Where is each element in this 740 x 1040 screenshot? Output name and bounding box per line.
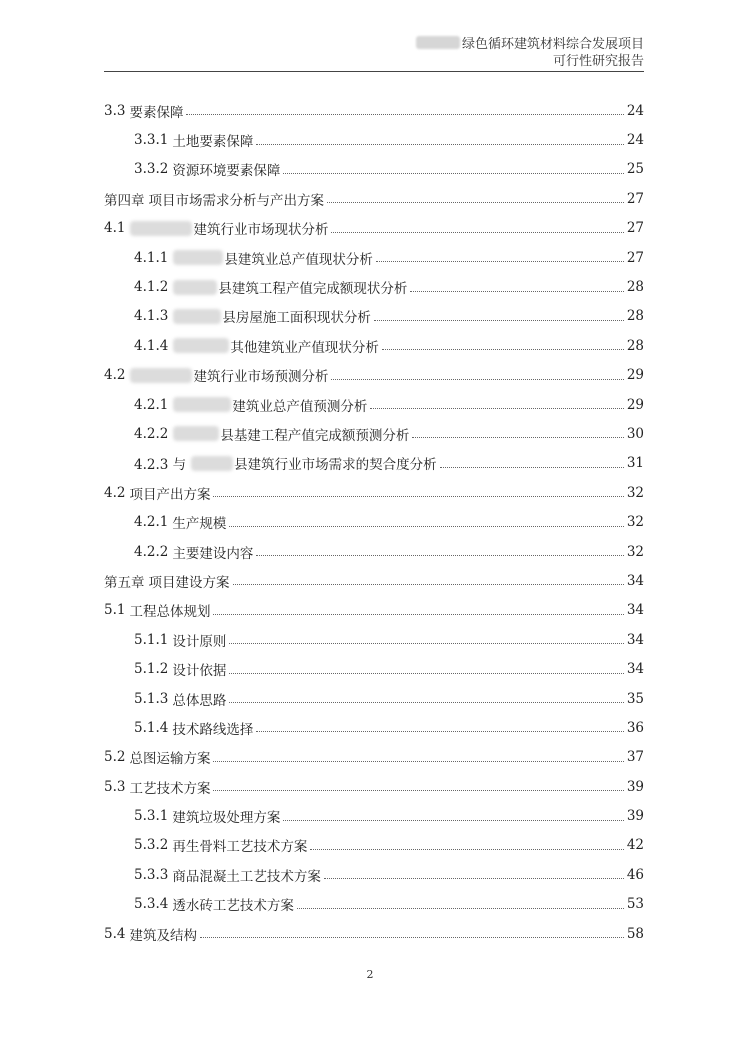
toc-entry-page: 53 xyxy=(626,896,644,913)
toc-entry[interactable] xyxy=(104,155,644,184)
dot-leader xyxy=(256,731,623,732)
toc-entry[interactable] xyxy=(104,302,644,331)
dot-leader xyxy=(382,349,624,350)
toc-entry-page: 28 xyxy=(626,279,644,296)
toc-entry-number: 5.1.1 xyxy=(134,631,169,648)
toc-entry[interactable] xyxy=(104,801,644,830)
dot-leader xyxy=(324,878,624,879)
toc-entry-page: 36 xyxy=(626,719,644,736)
toc-entry-title: 建筑及结构 xyxy=(129,927,197,944)
dot-leader xyxy=(331,232,623,233)
toc-entry-number: 4.2.3 与 xyxy=(134,457,187,474)
toc-entry-number: 5.1 xyxy=(104,602,126,619)
toc-entry-page: 31 xyxy=(626,455,644,472)
toc-entry-number: 4.2.1 xyxy=(134,396,169,413)
toc-entry[interactable] xyxy=(104,654,644,683)
toc-entry-page: 24 xyxy=(626,132,644,149)
toc-entry-page: 24 xyxy=(626,102,644,119)
toc-entry-number: 4.2.1 xyxy=(134,514,169,531)
toc-entry-title: 再生骨料工艺技术方案 xyxy=(172,839,308,856)
dot-leader xyxy=(374,320,624,321)
toc-entry-number: 4.1 xyxy=(104,220,126,237)
toc-entry-number: 5.3.4 xyxy=(134,896,169,913)
toc-entry[interactable] xyxy=(104,96,644,125)
toc-entry[interactable] xyxy=(104,684,644,713)
dot-leader xyxy=(283,173,623,174)
toc-entry-title: 项目市场需求分析与产出方案 xyxy=(148,192,324,209)
toc-entry-title: 项目产出方案 xyxy=(129,486,211,503)
toc-entry-page: 28 xyxy=(626,337,644,354)
toc-entry-number: 5.1.2 xyxy=(134,661,169,678)
toc-entry-page: 32 xyxy=(626,484,644,501)
toc-entry-title: 总图运输方案 xyxy=(129,751,211,768)
toc-entry[interactable] xyxy=(104,214,644,243)
toc-entry-title: 建筑业总产值预测分析 xyxy=(232,398,368,415)
toc-entry-number: 4.1.1 xyxy=(134,249,169,266)
toc-entry-title: 技术路线选择 xyxy=(172,721,254,738)
toc-entry-page: 34 xyxy=(626,572,644,589)
dot-leader xyxy=(213,761,623,762)
header-subtitle: 可行性研究报告 xyxy=(552,54,644,69)
toc-entry-page: 25 xyxy=(626,161,644,178)
redacted-text xyxy=(191,456,233,471)
dot-leader xyxy=(283,820,623,821)
toc-entry[interactable] xyxy=(104,184,644,213)
page-header xyxy=(104,36,644,70)
toc-entry[interactable] xyxy=(104,860,644,889)
toc-entry[interactable] xyxy=(104,419,644,448)
redacted-text xyxy=(130,368,192,383)
toc-entry-title: 工程总体规划 xyxy=(129,604,211,621)
toc-entry-page: 34 xyxy=(626,631,644,648)
dot-leader xyxy=(297,908,624,909)
toc-entry-title: 总体思路 xyxy=(172,692,227,709)
toc-entry-number: 4.1.4 xyxy=(134,337,169,354)
toc-entry[interactable] xyxy=(104,272,644,301)
toc-entry-number: 5.1.3 xyxy=(134,690,169,707)
dot-leader xyxy=(256,144,623,145)
toc-entry[interactable] xyxy=(104,566,644,595)
toc-entry-title: 要素保障 xyxy=(129,104,184,121)
toc-entry-number: 第五章 xyxy=(104,574,145,591)
dot-leader xyxy=(229,526,623,527)
toc-entry-title: 透水砖工艺技术方案 xyxy=(172,898,294,915)
toc-entry-number: 3.3.1 xyxy=(134,132,169,149)
toc-entry[interactable] xyxy=(104,919,644,948)
toc-entry-title: 土地要素保障 xyxy=(172,134,254,151)
toc-entry[interactable] xyxy=(104,537,644,566)
toc-entry-page: 32 xyxy=(626,543,644,560)
toc-entry-page: 39 xyxy=(626,778,644,795)
dot-leader xyxy=(213,614,623,615)
toc-entry-title: 工艺技术方案 xyxy=(129,780,211,797)
toc-entry-page: 28 xyxy=(626,308,644,325)
toc-entry-page: 34 xyxy=(626,661,644,678)
toc-entry-page: 58 xyxy=(626,925,644,942)
toc-entry-title: 生产规模 xyxy=(172,516,227,533)
toc-entry-page: 27 xyxy=(626,220,644,237)
toc-entry-number: 4.2 xyxy=(104,367,126,384)
toc-entry-page: 39 xyxy=(626,808,644,825)
toc-entry-title: 建筑行业市场现状分析 xyxy=(193,222,329,239)
toc-entry[interactable] xyxy=(104,243,644,272)
header-project-name: 绿色循环建筑材料综合发展项目 xyxy=(461,37,644,52)
dot-leader xyxy=(213,496,623,497)
toc-entry[interactable] xyxy=(104,890,644,919)
toc-entry-title: 县建筑行业市场需求的契合度分析 xyxy=(234,457,437,474)
toc-entry-page: 46 xyxy=(626,866,644,883)
dot-leader xyxy=(410,291,623,292)
toc-entry-number: 4.2.2 xyxy=(134,543,169,560)
header-divider xyxy=(104,71,644,72)
toc-entry[interactable] xyxy=(104,478,644,507)
dot-leader xyxy=(186,114,623,115)
toc-entry[interactable] xyxy=(104,713,644,742)
dot-leader xyxy=(229,702,623,703)
dot-leader xyxy=(376,261,624,262)
toc-entry-number: 5.3 xyxy=(104,778,126,795)
toc-entry-page: 42 xyxy=(626,837,644,854)
toc-entry-title: 主要建设内容 xyxy=(172,545,254,562)
toc-entry-page: 30 xyxy=(626,425,644,442)
toc-entry-title: 县基建工程产值完成额预测分析 xyxy=(220,427,410,444)
toc-entry-number: 5.3.3 xyxy=(134,866,169,883)
redacted-text xyxy=(173,426,219,441)
toc-entry[interactable] xyxy=(104,449,644,478)
toc-entry-title: 其他建筑业产值现状分析 xyxy=(230,339,379,356)
redacted-text xyxy=(173,338,229,353)
redacted-text xyxy=(416,36,460,49)
toc-entry-title: 县房屋施工面积现状分析 xyxy=(222,310,371,327)
toc-entry[interactable] xyxy=(104,331,644,360)
toc-entry[interactable] xyxy=(104,743,644,772)
page-number: 2 xyxy=(366,968,374,981)
toc-entry-number: 5.3.2 xyxy=(134,837,169,854)
toc-entry-page: 27 xyxy=(626,249,644,266)
toc-entry-number: 4.2.2 xyxy=(134,425,169,442)
dot-leader xyxy=(213,790,623,791)
toc-entry-title: 建筑垃圾处理方案 xyxy=(172,810,281,827)
dot-leader xyxy=(229,643,623,644)
redacted-text xyxy=(173,280,217,295)
toc-entry-page: 35 xyxy=(626,690,644,707)
toc-entry-title: 设计依据 xyxy=(172,663,227,680)
toc-entry-title: 资源环境要素保障 xyxy=(172,163,281,180)
dot-leader xyxy=(200,937,624,938)
toc-entry-page: 34 xyxy=(626,602,644,619)
redacted-text xyxy=(173,309,221,324)
dot-leader xyxy=(233,584,624,585)
toc-entry[interactable] xyxy=(104,772,644,801)
toc-entry[interactable] xyxy=(104,125,644,154)
toc-entry[interactable] xyxy=(104,390,644,419)
toc-entry[interactable] xyxy=(104,507,644,536)
toc-entry[interactable] xyxy=(104,831,644,860)
dot-leader xyxy=(229,673,623,674)
dot-leader xyxy=(331,379,623,380)
dot-leader xyxy=(327,202,624,203)
redacted-text xyxy=(173,250,223,265)
toc-entry-number: 5.1.4 xyxy=(134,719,169,736)
toc-entry-number: 5.3.1 xyxy=(134,808,169,825)
table-of-contents xyxy=(104,96,644,948)
header-title-line xyxy=(104,36,644,53)
toc-entry-page: 29 xyxy=(626,367,644,384)
toc-entry-title: 项目建设方案 xyxy=(148,574,230,591)
toc-entry-page: 32 xyxy=(626,514,644,531)
dot-leader xyxy=(310,849,623,850)
toc-entry-title: 设计原则 xyxy=(172,633,227,650)
redacted-text xyxy=(130,221,192,236)
toc-entry-number: 5.4 xyxy=(104,925,126,942)
toc-entry-title: 县建筑工程产值完成额现状分析 xyxy=(218,281,408,298)
toc-entry-page: 29 xyxy=(626,396,644,413)
toc-entry-title: 县建筑业总产值现状分析 xyxy=(224,251,373,268)
toc-entry[interactable] xyxy=(104,596,644,625)
toc-entry-number: 4.2 xyxy=(104,484,126,501)
toc-entry-number: 5.2 xyxy=(104,749,126,766)
toc-entry-number: 4.1.3 xyxy=(134,308,169,325)
toc-entry-number: 3.3.2 xyxy=(134,161,169,178)
dot-leader xyxy=(370,408,623,409)
toc-entry-number: 4.1.2 xyxy=(134,279,169,296)
redacted-text xyxy=(173,397,231,412)
toc-entry[interactable] xyxy=(104,625,644,654)
dot-leader xyxy=(412,437,623,438)
toc-entry-title: 建筑行业市场预测分析 xyxy=(193,369,329,386)
toc-entry-page: 27 xyxy=(626,190,644,207)
dot-leader xyxy=(440,467,624,468)
toc-entry-number: 3.3 xyxy=(104,102,126,119)
toc-entry-page: 37 xyxy=(626,749,644,766)
toc-entry-title: 商品混凝土工艺技术方案 xyxy=(172,868,321,885)
toc-entry-number: 第四章 xyxy=(104,192,145,209)
dot-leader xyxy=(256,555,623,556)
toc-entry[interactable] xyxy=(104,361,644,390)
